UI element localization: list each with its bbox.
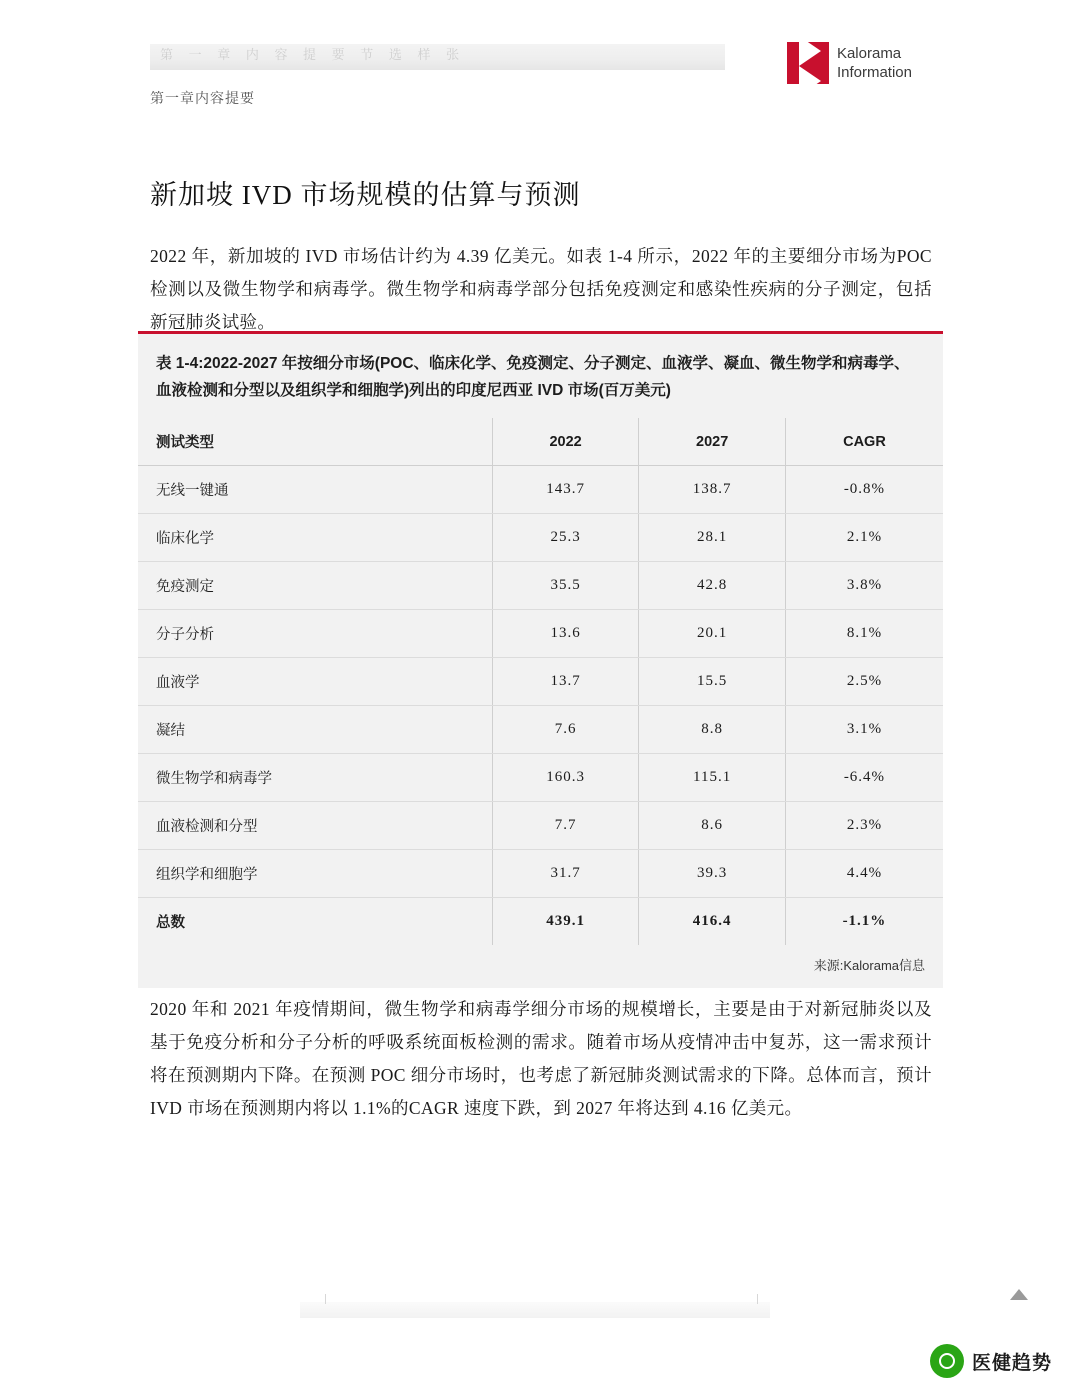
cell-2027: 15.5 [639,658,786,706]
cell-cagr: 2.1% [785,514,943,562]
page-corner-marker-icon [1010,1289,1028,1300]
cell-type: 凝结 [138,706,492,754]
cell-type: 血液学 [138,658,492,706]
market-table [138,418,943,945]
cell-type: 免疫测定 [138,562,492,610]
cell-type: 组织学和细胞学 [138,850,492,898]
table-row [138,514,943,562]
table-row [138,706,943,754]
cell-2022: 7.7 [492,802,639,850]
publisher-name: Kalorama [836,45,902,62]
page-bottom-scan-artifact [300,1302,770,1318]
cell-cagr: 2.3% [785,802,943,850]
cell-cagr: -6.4% [785,754,943,802]
cell-type: 无线一键通 [138,466,492,514]
cell-cagr: 4.4% [785,850,943,898]
cell-2022: 7.6 [492,706,639,754]
page-title: 新加坡 IVD 市场规模的估算与预测 [150,180,581,211]
column-header-type: 测试类型 [138,418,492,466]
cell-2022: 143.7 [492,466,639,514]
cell-2027: 42.8 [639,562,786,610]
table-row [138,802,943,850]
body-paragraph-2: 2020 年和 2021 年疫情期间，微生物学和病毒学细分市场的规模增长，主要是由于对新冠肺炎以及基于免疫分析和分子分析的呼吸系统面板检测的需求。随着市场从疫情冲击中复苏，这一需求预计将在预测期内下降。在预测 POC 细分市场时，也考虑了新冠肺炎测试需求的下降。总体而言，预计 IVD 市场在预测期内将以 1.1%的CAGR 速度下跌，到 2027 年将达到 4.16 亿美元。 [150,998,932,1118]
publisher-subtitle: Information [836,64,912,81]
cell-type: 总数 [138,898,492,946]
cell-2022: 35.5 [492,562,639,610]
page-top-ghost-text: 第 一 章 内 容 提 要 节 选 样 张 [160,47,466,62]
kalorama-mark-icon [787,42,829,84]
cell-type: 血液检测和分型 [138,802,492,850]
publisher-logo-text [837,44,912,82]
wechat-badge-icon [930,1344,964,1378]
column-header-2027: 2027 [639,418,786,466]
watermark-label: 医健趋势 [971,1352,1052,1374]
table-source-note: 来源:Kalorama信息 [813,958,925,973]
cell-2027: 20.1 [639,610,786,658]
column-header-2022: 2022 [492,418,639,466]
cell-type: 临床化学 [138,514,492,562]
market-table-block [138,331,943,988]
cell-cagr: 8.1% [785,610,943,658]
watermark [930,1344,1052,1378]
cell-2027: 138.7 [639,466,786,514]
cell-2027: 39.3 [639,850,786,898]
cell-2027: 416.4 [639,898,786,946]
cell-cagr: 3.8% [785,562,943,610]
cell-cagr: -1.1% [842,913,887,929]
table-row [138,610,943,658]
table-row [138,466,943,514]
cell-2022: 31.7 [492,850,639,898]
table-row [138,562,943,610]
page-bottom-tick-right [757,1294,758,1304]
column-header-cagr: CAGR [785,418,943,466]
cell-2027: 28.1 [639,514,786,562]
cell-cagr: 2.5% [785,658,943,706]
cell-2022: 439.1 [492,898,639,946]
publisher-logo [787,42,912,84]
cell-2027: 8.6 [639,802,786,850]
page-bottom-tick-left [325,1294,326,1304]
running-head: 第一章内容提要 [150,90,255,106]
table-row [138,658,943,706]
cell-2022: 160.3 [492,754,639,802]
cell-type: 分子分析 [138,610,492,658]
table-row [138,754,943,802]
cell-cagr: -0.8% [785,466,943,514]
cell-cagr: 3.1% [785,706,943,754]
table-row [138,850,943,898]
body-paragraph-1: 2022 年，新加坡的 IVD 市场估计约为 4.39 亿美元。如表 1-4 所示，2022 年的主要细分市场为POC 检测以及微生物学和病毒学。微生物学和病毒学部分包括免疫测定和感染性疾病的分子测定，包括新冠肺炎试验。 [150,245,932,332]
table-total-row [138,898,943,946]
cell-type: 微生物学和病毒学 [138,754,492,802]
cell-2022: 25.3 [492,514,639,562]
table-caption: 表 1-4:2022-2027 年按细分市场(POC、临床化学、免疫测定、分子测定、血液学、凝血、微生物学和病毒学、血液检测和分型以及组织学和细胞学)列出的印度尼西亚 IVD 市场(百万美元) [156,355,910,399]
cell-2027: 115.1 [639,754,786,802]
cell-2027: 8.8 [639,706,786,754]
table-header-row [138,418,943,466]
cell-2022: 13.6 [492,610,639,658]
cell-2022: 13.7 [492,658,639,706]
